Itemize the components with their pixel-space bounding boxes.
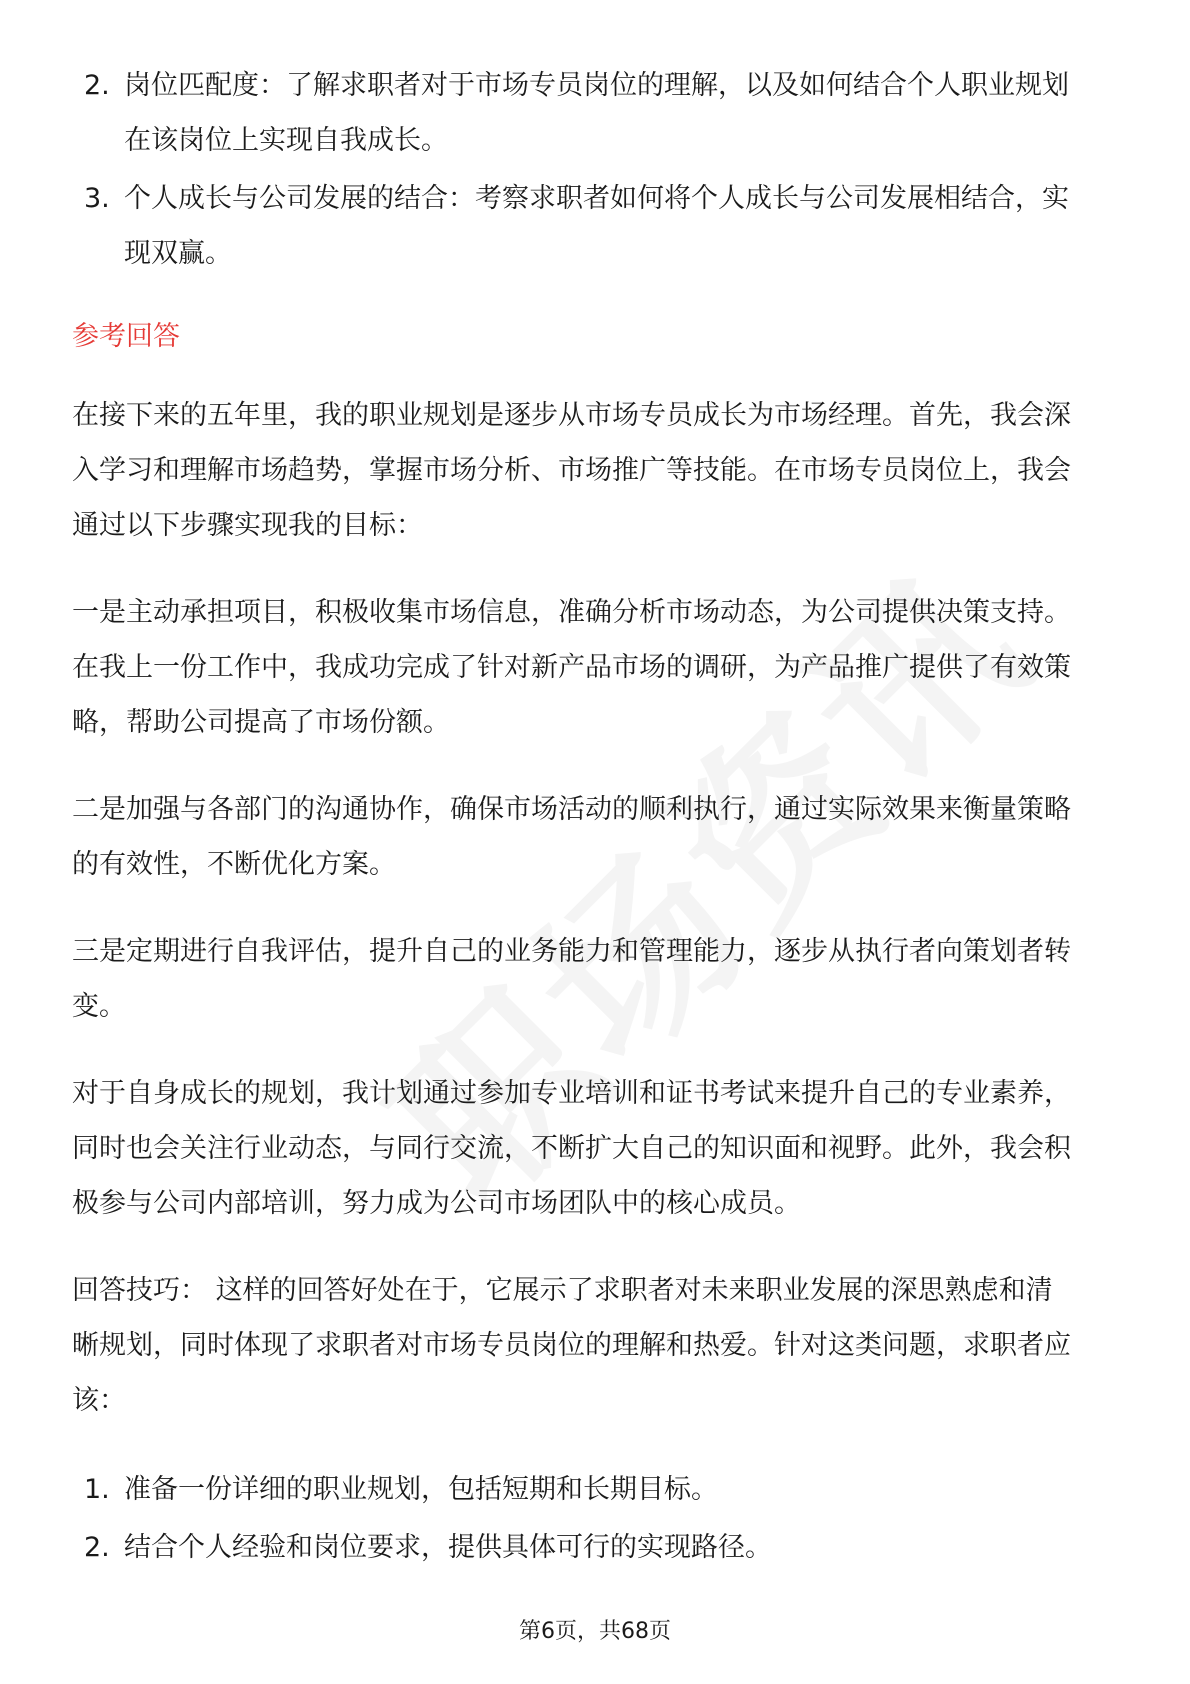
list-item [72,58,1072,168]
list-item-number: 2. [84,70,110,101]
paragraph: 二是加强与各部门的沟通协作，确保市场活动的顺利执行，通过实际效果来衡量策略的有效性，不断优化方案。 [72,794,1071,880]
list-item-text: 准备一份详细的职业规划，包括短期和长期目标。 [124,1474,718,1505]
tips-list [72,1462,1072,1575]
list-item-number: 3. [84,183,110,214]
list-item-text: 个人成长与公司发展的结合：考察求职者如何将个人成长与公司发展相结合，实现双赢。 [124,183,1069,269]
paragraph: 三是定期进行自我评估，提升自己的业务能力和管理能力，逐步从执行者向策划者转变。 [72,936,1071,1022]
list-item-text: 结合个人经验和岗位要求，提供具体可行的实现路径。 [124,1532,772,1563]
list-item [72,1462,1072,1517]
list-item [72,171,1072,281]
paragraph: 在接下来的五年里，我的职业规划是逐步从市场专员成长为市场经理。首先，我会深入学习和理解市场趋势，掌握市场分析、市场推广等技能。在市场专员岗位上，我会通过以下步骤实现我的目标： [72,400,1071,541]
list-item-number: 1. [84,1474,110,1505]
paragraph: 对于自身成长的规划，我计划通过参加专业培训和证书考试来提升自己的专业素养，同时也会关注行业动态，与同行交流，不断扩大自己的知识面和视野。此外，我会积极参与公司内部培训，努力成为公司市场团队中的核心成员。 [72,1078,1071,1219]
list-item-text: 岗位匹配度：了解求职者对于市场专员岗位的理解，以及如何结合个人职业规划在该岗位上实现自我成长。 [124,70,1069,156]
paragraph: 回答技巧： 这样的回答好处在于，它展示了求职者对未来职业发展的深思熟虑和清晰规划，同时体现了求职者对市场专员岗位的理解和热爱。针对这类问题，求职者应该： [72,1275,1071,1416]
page-number: 第6页，共68页 [519,1619,671,1644]
criteria-list [72,58,1072,281]
list-item [72,1520,1072,1575]
list-item-number: 2. [84,1532,110,1563]
section-heading: 参考回答 [72,321,180,352]
paragraph: 一是主动承担项目，积极收集市场信息，准确分析市场动态，为公司提供决策支持。在我上一份工作中，我成功完成了针对新产品市场的调研，为产品推广提供了有效策略，帮助公司提高了市场份额。 [72,597,1071,738]
